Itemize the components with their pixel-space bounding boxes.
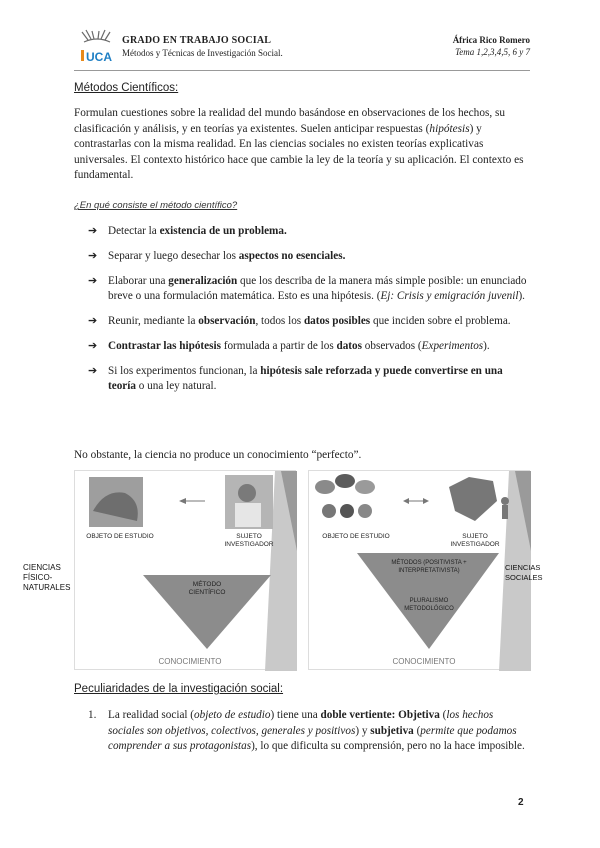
list-item: ➔ Elaborar una generalización que los describa de la manera más simple posible: un enunciado breve o una formulación matemática. Esto es una hipótesis. (Ej: Crisis y emigración juvenil).: [88, 275, 527, 302]
object-label-right: OBJETO DE ESTUDIO: [322, 533, 390, 540]
list-item: ➔ Detectar la existencia de un problema.: [88, 225, 287, 237]
page-number: 2: [518, 797, 524, 808]
object-label-left: OBJETO DE ESTUDIO: [86, 533, 154, 540]
section-title-social-research: Peculiaridades de la investigación social:: [74, 683, 284, 695]
knowledge-label-left: CONOCIMIENTO: [158, 657, 222, 666]
speech-bubbles-icon: [315, 474, 375, 518]
author-name: África Rico Romero: [452, 35, 530, 45]
arrow-icon: ➔: [88, 225, 98, 237]
course-title: Métodos y Técnicas de Investigación Social.: [122, 48, 283, 58]
section-title-methods: Métodos Científicos:: [74, 82, 179, 94]
topics-label: Tema 1,2,3,4,5, 6 y 7: [455, 47, 530, 57]
arrow-icon: ➔: [88, 250, 98, 262]
arrow-left-icon: [179, 498, 186, 504]
knowledge-label-right: CONOCIMIENTO: [392, 657, 456, 666]
arrow-icon: ➔: [88, 315, 98, 327]
natural-sciences-graphic: [75, 471, 297, 671]
steps-list: [88, 224, 528, 404]
question-heading: ¿En qué consiste el método científico?: [74, 200, 238, 211]
intro-text-2: ) y contrastarlas con la misma realidad. En las ciencias sociales no existen teorías explicativas universales. El contexto histórico hace que cambie la ley de la teoría y su aplicación. El contexto es fundamental.: [74, 122, 524, 181]
closing-paragraph: No obstante, la ciencia no produce un conocimiento “perfecto”.: [74, 449, 362, 461]
diamond-image: [449, 477, 497, 521]
subject-label-right: SUJETO INVESTIGADOR: [450, 533, 500, 548]
methods-label: MÉTODOS (POSITIVISTA + INTERPRETATIVISTA): [391, 560, 467, 574]
list-number: 1.: [88, 709, 97, 721]
arrow-icon: ➔: [88, 275, 98, 287]
logo-text: UCA: [86, 50, 112, 64]
degree-title: GRADO EN TRABAJO SOCIAL: [122, 35, 272, 46]
numbered-list: [88, 708, 528, 755]
arrow-left-icon: [403, 498, 409, 504]
list-item: ➔ Contrastar las hipótesis formulada a partir de los datos observados (Experimentos).: [88, 340, 490, 352]
methods-diagram: [23, 470, 543, 670]
list-item: ➔ Separar y luego desechar los aspectos no esenciales.: [88, 250, 346, 262]
page-header: [78, 28, 530, 68]
arrow-icon: ➔: [88, 365, 98, 377]
intro-paragraph: [74, 106, 530, 184]
arrow-right-icon: [423, 498, 429, 504]
university-logo: [78, 28, 116, 64]
list-item: ➔ Reunir, mediante la observación, todos los datos posibles que inciden sobre el problema.: [88, 315, 511, 327]
natural-sciences-label: CIENCIAS FÍSICO-NATURALES: [23, 563, 71, 592]
header-divider: [74, 70, 530, 71]
intro-emphasis: hipótesis: [429, 122, 470, 135]
method-label: MÉTODO CIENTÍFICO: [188, 581, 226, 596]
subject-label-left: SUJETO INVESTIGADOR: [224, 533, 274, 548]
arrow-icon: ➔: [88, 340, 98, 352]
social-sciences-panel: [308, 470, 543, 670]
pluralism-label: PLURALISMO METODOLÓGICO: [404, 598, 454, 612]
social-sciences-label: CIENCIAS SOCIALES: [505, 563, 543, 582]
natural-sciences-panel: [23, 470, 296, 670]
intro-text-1: Formulan cuestiones sobre la realidad del mundo basándose en observaciones de los hechos, su clasificación y análisis, y en teorías ya existentes. Suelen anticipar respuestas (: [74, 107, 506, 135]
list-item: La realidad social (objeto de estudio) tiene una doble vertiente: Objetiva (los hechos sociales son objetivos, colectivos, generales y positivos) y subjetiva (permite que podamos comprender a sus protagonistas), lo que dificulta su comprensión, pero no la hace imposible.: [108, 709, 525, 752]
list-item: ➔ Si los experimentos funcionan, la hipótesis sale reforzada y puede convertirse en una teoría o una ley natural.: [88, 365, 503, 392]
